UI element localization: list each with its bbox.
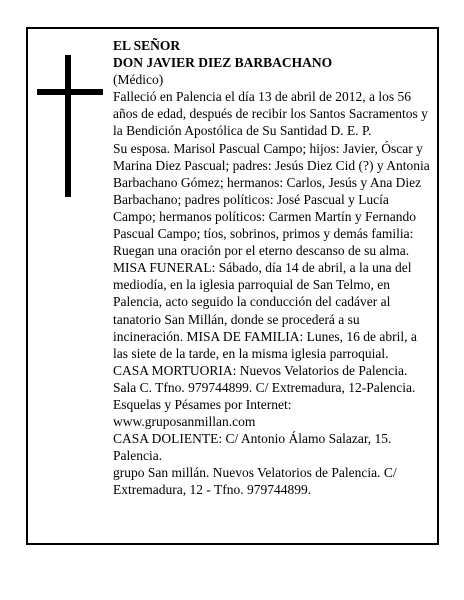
header-line-1: EL SEÑOR	[113, 38, 181, 53]
family-paragraph: Su esposa. Marisol Pascual Campo; hijos: Javier, Óscar y Marina Diez Pascual; padres: Jesús Diez Cid (?) y Antonia Barbachano Gómez; hermanos: Carlos, Jesús y Ana Diez Barbachano; padres políticos: José Pascual y Lucía Campo; hermanos políticos: Carmen Martín y Fernando Pascual Campo; tíos, sobrinos, primos y demás familia:	[113, 140, 430, 242]
mortuary-paragraph: CASA MORTUORIA: Nuevos Velatorios de Palencia. Sala C. Tfno. 979744899. C/ Extremadura, 12-Palencia.	[113, 362, 416, 395]
cross-horizontal-bar	[37, 89, 103, 95]
footer-paragraph: grupo San millán. Nuevos Velatorios de Palencia. C/ Extremadura, 12 - Tfno. 979744899.	[113, 465, 397, 498]
deceased-name: DON JAVIER DIEZ BARBACHANO	[113, 55, 333, 71]
online-condolences-label: Esquelas y Pésames por Internet:	[113, 396, 292, 412]
funeral-paragraph: MISA FUNERAL: Sábado, día 14 de abril, a la una del mediodía, en la iglesia parroquial de San Telmo, en Palencia, acto seguido la conducción del cadáver al tanatorio San Millán, donde se procederá a su incineración. MISA DE FAMILIA: Lunes, 16 de abril, a las siete de la tarde, en la misma iglesia parroquial.	[113, 260, 417, 361]
website-text: www.gruposanmillan.com	[113, 414, 256, 430]
cross-vertical-bar	[65, 55, 71, 197]
mourning-house-paragraph: CASA DOLIENTE: C/ Antonio Álamo Salazar, 15. Palencia.	[113, 431, 392, 464]
death-paragraph: Falleció en Palencia el día 13 de abril de 2012, a los 56 años de edad, después de recibir los Santos Sacramentos y la Bendición Apostólica de Su Santidad D. E. P.	[113, 89, 428, 139]
prayer-paragraph: Ruegan una oración por el eterno descanso de su alma.	[113, 243, 410, 259]
profession: (Médico)	[113, 72, 164, 88]
obituary-text	[113, 37, 433, 499]
cross-icon	[37, 55, 103, 197]
